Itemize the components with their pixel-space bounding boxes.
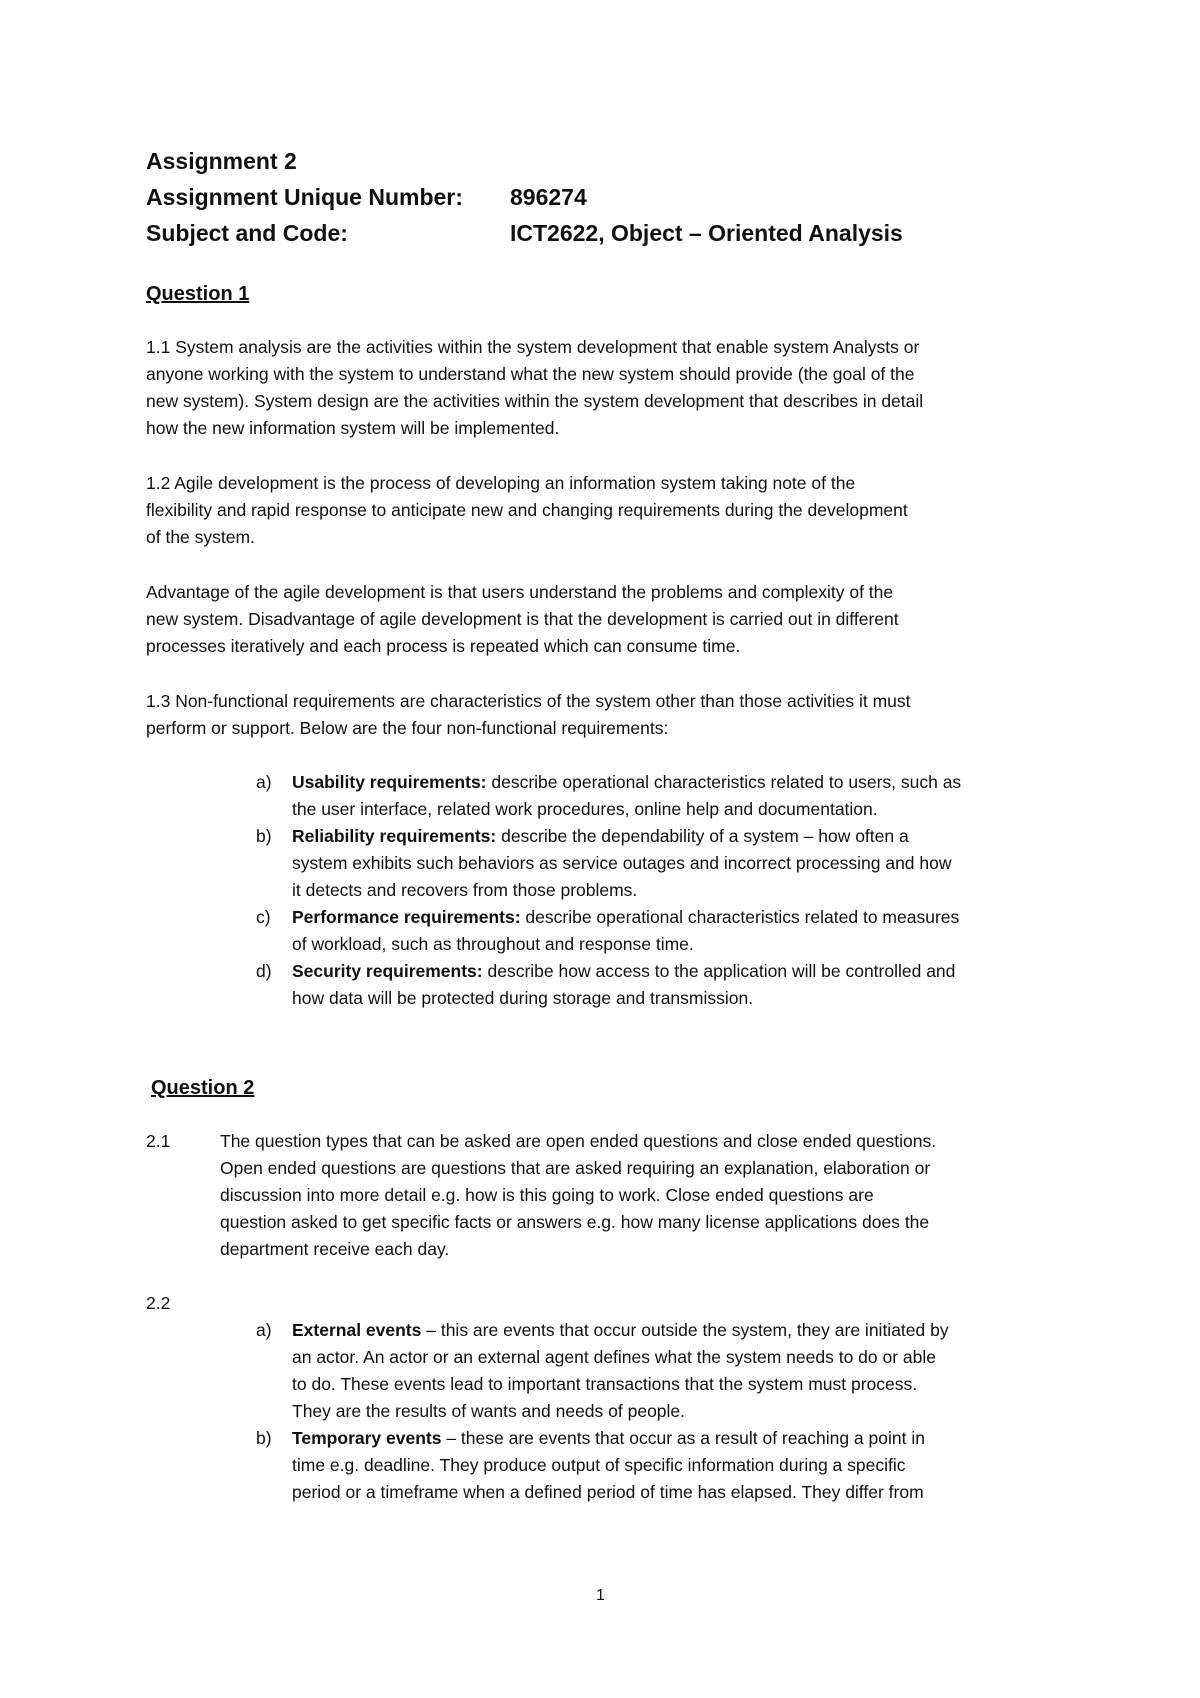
answer-2-1-line: question asked to get specific facts or answers e.g. how many license applications does the <box>220 1212 930 1232</box>
answer-1-1 <box>146 334 1071 442</box>
page-number: 1 <box>596 1587 605 1604</box>
advantage-paragraph <box>146 579 1071 660</box>
answer-2-1 <box>220 1128 1060 1263</box>
list-marker: d) <box>256 961 272 981</box>
list-marker: a) <box>256 1320 272 1340</box>
question-2-heading: Question 2 <box>151 1077 255 1099</box>
list-marker: b) <box>256 1428 272 1448</box>
requirement-text: describe operational characteristics related to measures <box>520 907 960 927</box>
subject-value: ICT2622, Object – Oriented Analysis <box>510 220 903 246</box>
answer-1-2-line: flexibility and rapid response to anticipate new and changing requirements during the development <box>146 500 908 520</box>
list-marker: c) <box>256 907 271 927</box>
advantage-line: new system. Disadvantage of agile development is that the development is carried out in different <box>146 609 899 629</box>
event-text: to do. These events lead to important transactions that the system must process. <box>292 1374 918 1394</box>
answer-1-1-line: anyone working with the system to understand what the new system should provide (the goal of the <box>146 364 915 384</box>
question-1-heading: Question 1 <box>146 283 250 305</box>
answer-1-3-line: 1.3 Non-functional requirements are characteristics of the system other than those activities it must <box>146 691 911 711</box>
answer-1-1-line: how the new information system will be implemented. <box>146 418 560 438</box>
event-term: Temporary events <box>292 1428 442 1448</box>
list-marker: a) <box>256 772 272 792</box>
assignment-title: Assignment 2 <box>146 148 297 174</box>
answer-2-1-line: The question types that can be asked are open ended questions and close ended questions. <box>220 1131 937 1151</box>
answer-1-1-line: 1.1 System analysis are the activities within the system development that enable system Analysts or <box>146 337 920 357</box>
requirement-text: system exhibits such behaviors as service outages and incorrect processing and how <box>292 853 952 873</box>
subject-label: Subject and Code: <box>146 220 348 246</box>
requirement-text: describe how access to the application will be controlled and <box>482 961 956 981</box>
requirement-text: the user interface, related work procedures, online help and documentation. <box>292 799 878 819</box>
event-text: an actor. An actor or an external agent defines what the system needs to do or able <box>292 1347 937 1367</box>
requirement-term: Usability requirements: <box>292 772 487 792</box>
answer-1-2 <box>146 470 1071 551</box>
answer-1-3-line: perform or support. Below are the four non-functional requirements: <box>146 718 669 738</box>
event-text: – these are events that occur as a result of reaching a point in <box>441 1428 925 1448</box>
requirement-text: describe operational characteristics related to users, such as <box>486 772 962 792</box>
answer-1-1-line: new system). System design are the activities within the system development that describes in detail <box>146 391 924 411</box>
event-text: – this are events that occur outside the system, they are initiated by <box>421 1320 949 1340</box>
answer-1-2-line: 1.2 Agile development is the process of developing an information system taking note of the <box>146 473 856 493</box>
answer-2-1-line: discussion into more detail e.g. how is this going to work. Close ended questions are <box>220 1185 874 1205</box>
requirement-term: Security requirements: <box>292 961 483 981</box>
answer-2-1-line: Open ended questions are questions that are asked requiring an explanation, elaboration or <box>220 1158 931 1178</box>
event-text: They are the results of wants and needs of people. <box>292 1401 686 1421</box>
answer-1-2-line: of the system. <box>146 527 255 547</box>
unique-number-value: 896274 <box>510 184 587 210</box>
advantage-line: processes iteratively and each process is repeated which can consume time. <box>146 636 741 656</box>
event-text: time e.g. deadline. They produce output of specific information during a specific <box>292 1455 906 1475</box>
event-term: External events <box>292 1320 422 1340</box>
requirement-text: describe the dependability of a system – how often a <box>496 826 909 846</box>
answer-2-2-number: 2.2 <box>146 1293 171 1313</box>
answer-1-3 <box>146 688 1071 742</box>
answer-2-1-line: department receive each day. <box>220 1239 450 1259</box>
requirement-term: Performance requirements: <box>292 907 521 927</box>
requirement-term: Reliability requirements: <box>292 826 497 846</box>
requirement-text: of workload, such as throughout and response time. <box>292 934 694 954</box>
requirement-text: it detects and recovers from those problems. <box>292 880 638 900</box>
advantage-line: Advantage of the agile development is that users understand the problems and complexity of the <box>146 582 894 602</box>
answer-2-1-number: 2.1 <box>146 1131 171 1151</box>
requirement-text: how data will be protected during storage and transmission. <box>292 988 754 1008</box>
event-text: period or a timeframe when a defined period of time has elapsed. They differ from <box>292 1482 924 1502</box>
unique-number-label: Assignment Unique Number: <box>146 184 463 210</box>
list-marker: b) <box>256 826 272 846</box>
